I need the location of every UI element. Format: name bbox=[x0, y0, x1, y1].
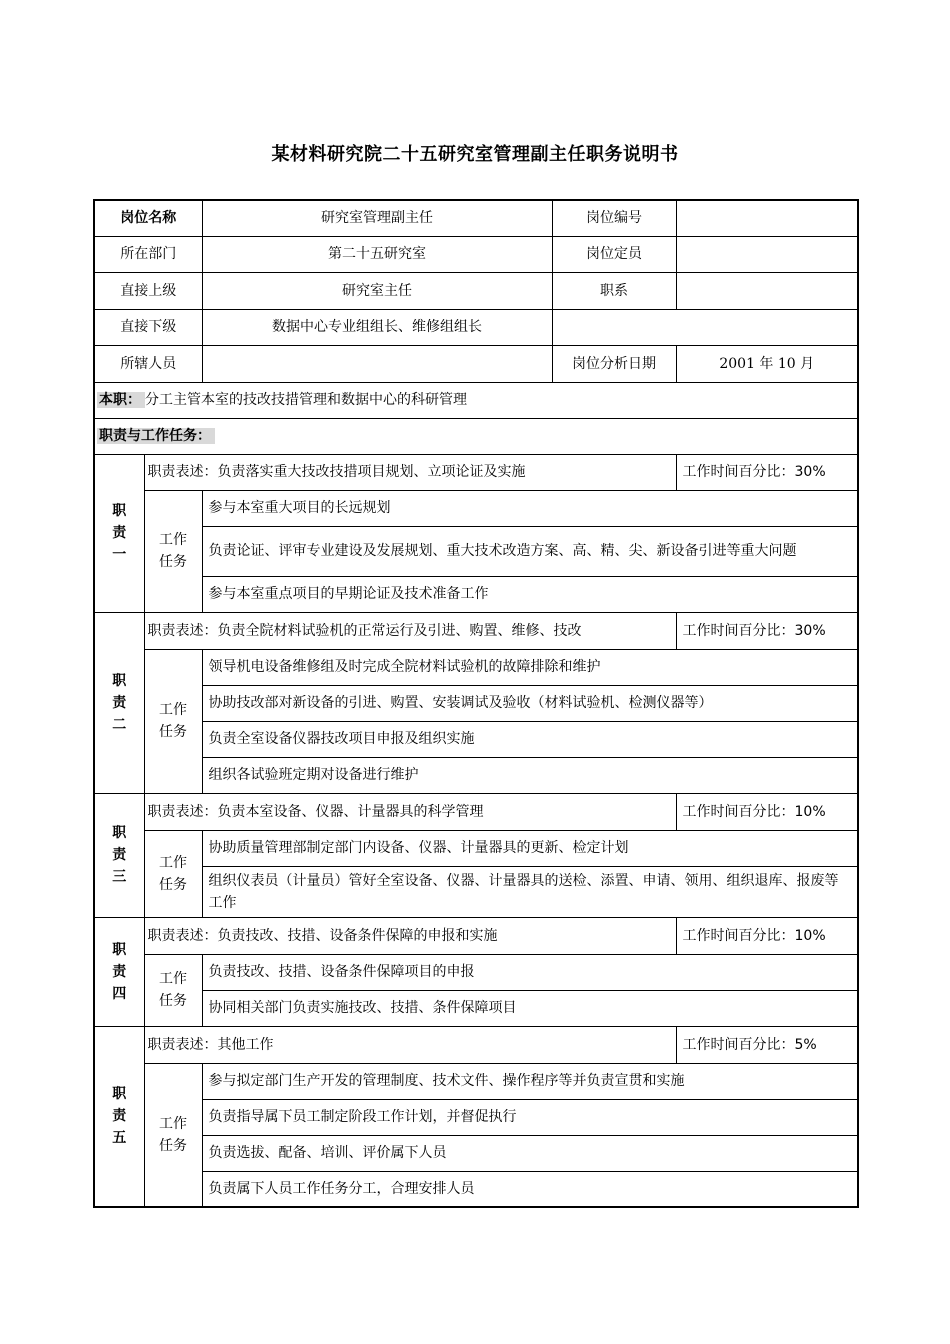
duty-row bbox=[94, 793, 858, 830]
duty-statement: 职责表述：负责本室设备、仪器、计量器具的科学管理 bbox=[144, 793, 676, 830]
duty-statement: 职责表述：负责全院材料试验机的正常运行及引进、购置、维修、技改 bbox=[144, 612, 676, 649]
duty-time-percent: 工作时间百分比：30% bbox=[676, 454, 858, 490]
analysis-date-value: 2001 年 10 月 bbox=[676, 345, 858, 382]
task-row bbox=[94, 830, 858, 866]
row-position-name bbox=[94, 200, 858, 236]
row-subordinate bbox=[94, 309, 858, 345]
task-item: 参与拟定部门生产开发的管理制度、技术文件、操作程序等并负责宣贯和实施 bbox=[202, 1063, 858, 1099]
department-label: 所在部门 bbox=[94, 236, 202, 272]
duties-heading: 职责与工作任务： bbox=[97, 428, 215, 444]
tasks-label: 工作 任务 bbox=[144, 830, 202, 917]
task-row bbox=[94, 685, 858, 721]
row-main-duty bbox=[94, 382, 858, 418]
task-row bbox=[94, 757, 858, 793]
duty-label: 职 责 二 bbox=[94, 612, 144, 793]
subordinate-label: 直接下级 bbox=[94, 309, 202, 345]
tasks-label: 工作 任务 bbox=[144, 954, 202, 1026]
row-duties-heading bbox=[94, 418, 858, 454]
tasks-label: 工作 任务 bbox=[144, 490, 202, 612]
task-row bbox=[94, 954, 858, 990]
task-item: 负责论证、评审专业建设及发展规划、重大技术改造方案、高、精、尖、新设备引进等重大问题 bbox=[202, 526, 858, 576]
task-row bbox=[94, 866, 858, 917]
row-staff bbox=[94, 345, 858, 382]
job-description-table bbox=[93, 199, 859, 1208]
task-item: 负责指导属下员工制定阶段工作计划，并督促执行 bbox=[202, 1099, 858, 1135]
duty-statement: 职责表述：负责技改、技措、设备条件保障的申报和实施 bbox=[144, 917, 676, 954]
tasks-label: 工作 任务 bbox=[144, 1063, 202, 1207]
duties-heading-cell bbox=[94, 418, 858, 454]
duty-row bbox=[94, 1026, 858, 1063]
duty-label: 职 责 一 bbox=[94, 454, 144, 612]
task-item: 负责全室设备仪器技改项目申报及组织实施 bbox=[202, 721, 858, 757]
duty-time-percent: 工作时间百分比：10% bbox=[676, 793, 858, 830]
duty-time-percent: 工作时间百分比：30% bbox=[676, 612, 858, 649]
job-family-label: 职系 bbox=[552, 272, 676, 309]
duty-time-percent: 工作时间百分比：5% bbox=[676, 1026, 858, 1063]
position-name-label: 岗位名称 bbox=[94, 200, 202, 236]
task-item: 负责属下人员工作任务分工，合理安排人员 bbox=[202, 1171, 858, 1207]
task-row bbox=[94, 526, 858, 576]
headcount-label: 岗位定员 bbox=[552, 236, 676, 272]
staff-value bbox=[202, 345, 552, 382]
duty-label: 职 责 四 bbox=[94, 917, 144, 1026]
position-name-value: 研究室管理副主任 bbox=[202, 200, 552, 236]
position-code-value bbox=[676, 200, 858, 236]
row-superior bbox=[94, 272, 858, 309]
analysis-date-label: 岗位分析日期 bbox=[552, 345, 676, 382]
subordinate-value: 数据中心专业组组长、维修组组长 bbox=[202, 309, 552, 345]
task-row bbox=[94, 576, 858, 612]
task-row bbox=[94, 990, 858, 1026]
task-item: 组织各试验班定期对设备进行维护 bbox=[202, 757, 858, 793]
main-duty-cell bbox=[94, 382, 858, 418]
duty-statement: 职责表述：其他工作 bbox=[144, 1026, 676, 1063]
task-row bbox=[94, 649, 858, 685]
subordinate-empty bbox=[552, 309, 858, 345]
task-item: 领导机电设备维修组及时完成全院材料试验机的故障排除和维护 bbox=[202, 649, 858, 685]
tasks-label: 工作 任务 bbox=[144, 649, 202, 793]
task-item: 参与本室重大项目的长远规划 bbox=[202, 490, 858, 526]
task-item: 组织仪表员（计量员）管好全室设备、仪器、计量器具的送检、添置、申请、领用、组织退库、报废等工作 bbox=[202, 866, 858, 917]
duty-row bbox=[94, 917, 858, 954]
duty-row bbox=[94, 612, 858, 649]
duty-time-percent: 工作时间百分比：10% bbox=[676, 917, 858, 954]
task-row bbox=[94, 1171, 858, 1207]
headcount-value bbox=[676, 236, 858, 272]
task-item: 参与本室重点项目的早期论证及技术准备工作 bbox=[202, 576, 858, 612]
duty-row bbox=[94, 454, 858, 490]
position-code-label: 岗位编号 bbox=[552, 200, 676, 236]
task-row bbox=[94, 490, 858, 526]
row-department bbox=[94, 236, 858, 272]
task-item: 负责选拔、配备、培训、评价属下人员 bbox=[202, 1135, 858, 1171]
superior-value: 研究室主任 bbox=[202, 272, 552, 309]
duty-label: 职 责 三 bbox=[94, 793, 144, 917]
task-item: 负责技改、技措、设备条件保障项目的申报 bbox=[202, 954, 858, 990]
task-item: 协助质量管理部制定部门内设备、仪器、计量器具的更新、检定计划 bbox=[202, 830, 858, 866]
duty-statement: 职责表述：负责落实重大技改技措项目规划、立项论证及实施 bbox=[144, 454, 676, 490]
task-item: 协同相关部门负责实施技改、技措、条件保障项目 bbox=[202, 990, 858, 1026]
job-family-value bbox=[676, 272, 858, 309]
task-row bbox=[94, 1135, 858, 1171]
task-row bbox=[94, 1099, 858, 1135]
document-title: 某材料研究院二十五研究室管理副主任职务说明书 bbox=[271, 144, 679, 165]
main-duty-label: 本职： bbox=[97, 392, 145, 408]
superior-label: 直接上级 bbox=[94, 272, 202, 309]
duty-label: 职 责 五 bbox=[94, 1026, 144, 1207]
task-row bbox=[94, 721, 858, 757]
task-item: 协助技改部对新设备的引进、购置、安装调试及验收（材料试验机、检测仪器等） bbox=[202, 685, 858, 721]
main-duty-text: 分工主管本室的技改技措管理和数据中心的科研管理 bbox=[145, 392, 467, 408]
department-value: 第二十五研究室 bbox=[202, 236, 552, 272]
task-row bbox=[94, 1063, 858, 1099]
staff-label: 所辖人员 bbox=[94, 345, 202, 382]
